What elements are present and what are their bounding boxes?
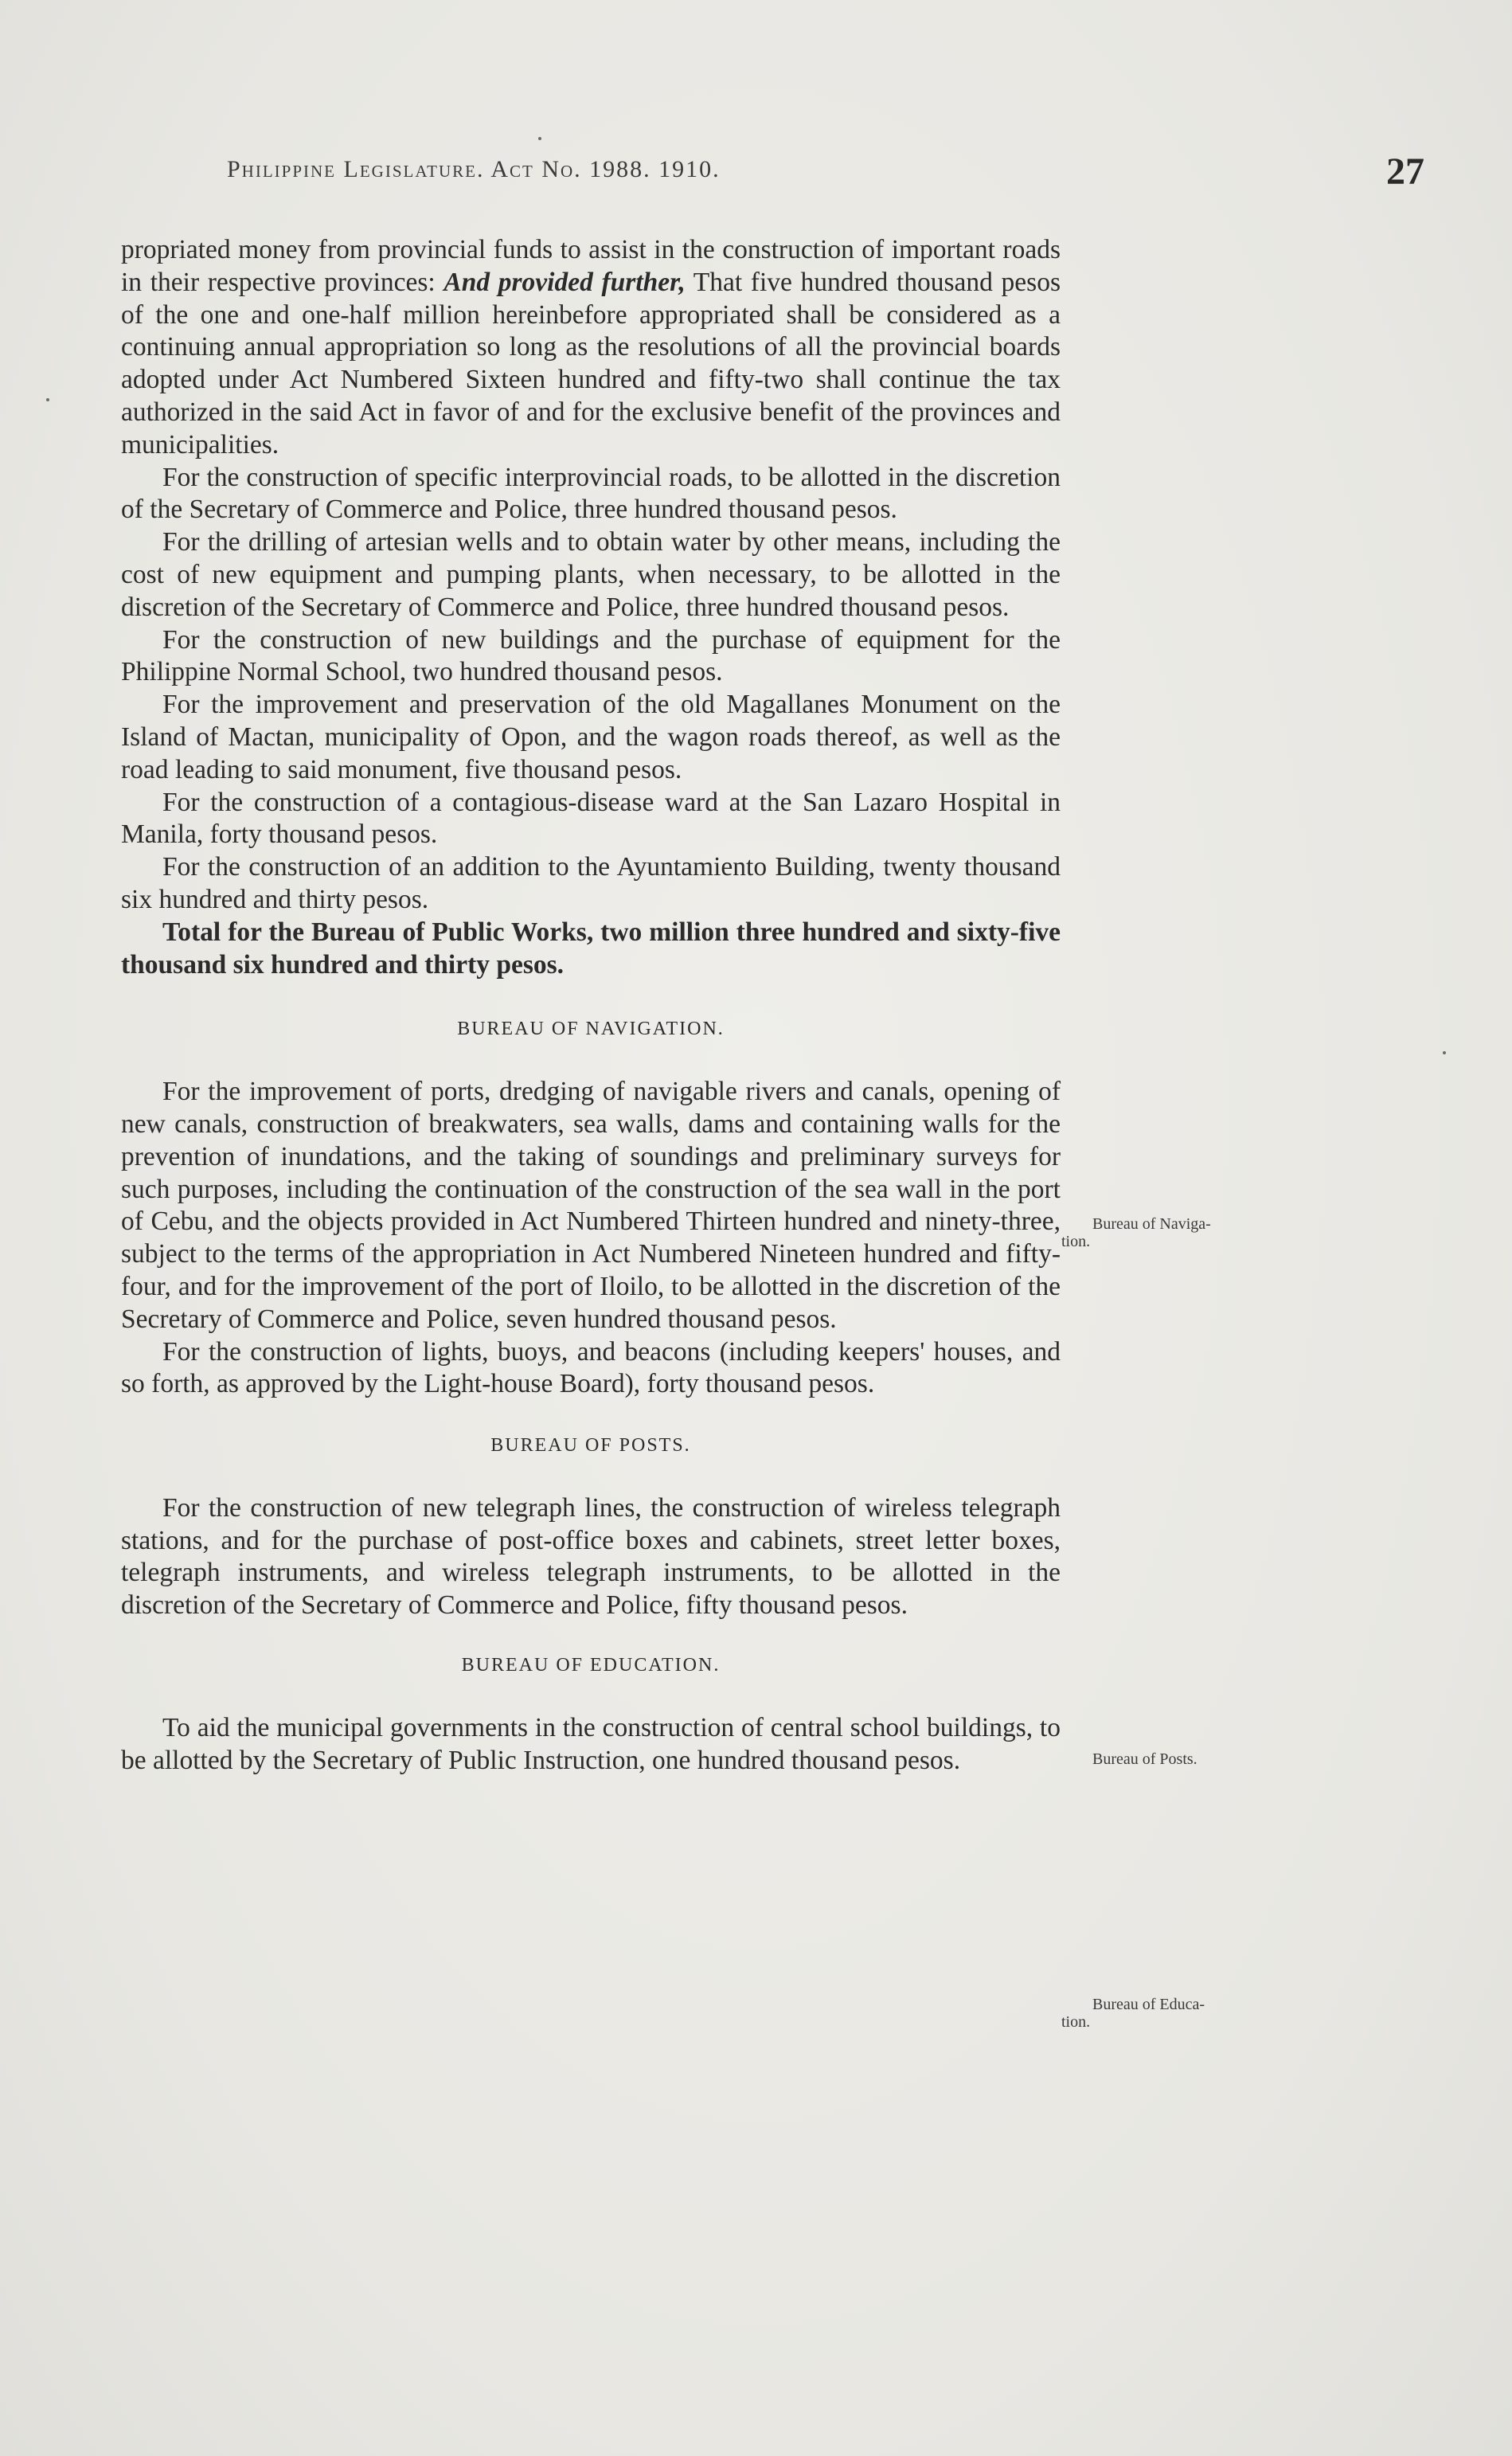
paragraph-text: That five hundred thousand pesos of the one and one-half million hereinbefore appropriated shall be considered as a continuing annual appropriation so long as the resolutions of all the provincial boards adopted under Act Numbered Sixteen hundred and fifty-two shall continue the tax authorized in the said Act in favor of and for the exclusive benefit of the provinces and municipalities. — [121, 267, 1061, 460]
paragraph-magallanes-monument: For the improvement and preservation of the old Magallanes Monument on the Island of Mactan, municipality of Opon, and the wagon roads thereof, as well as the road leading to said monument, five thousand pesos. — [121, 690, 1061, 784]
margin-note-line: tion. — [1061, 2013, 1091, 2031]
paragraph-school-buildings: To aid the municipal governments in the construction of central school buildings, to be allotted by the Secretary of Public Instruction, one hundred thousand pesos. — [121, 1712, 1061, 1775]
paragraph-appropriation-proviso — [121, 234, 1061, 462]
paragraph-normal-school: For the construction of new buildings and the purchase of equipment for the Philippine Normal School, two hundred thousand pesos. — [121, 624, 1061, 687]
paper-speck — [538, 137, 541, 140]
paper-speck — [46, 398, 49, 401]
section-heading-navigation: BUREAU OF NAVIGATION. — [457, 1019, 725, 1040]
paragraph-lights-buoys: For the construction of lights, buoys, and beacons (including keepers' houses, and so forth, as approved by the Light-house Board), forty thousand pesos. — [121, 1336, 1061, 1399]
body-text — [121, 234, 1061, 1777]
margin-note-education — [1061, 1996, 1308, 2031]
margin-note-line: tion. — [1061, 1233, 1091, 1250]
page-number: 27 — [1386, 151, 1424, 193]
section-heading-education: BUREAU OF EDUCATION. — [461, 1655, 721, 1676]
margin-note-line: Bureau of Naviga- — [1092, 1215, 1211, 1233]
paragraph-ayuntamiento-building: For the construction of an addition to the Ayuntamiento Building, twenty thousand six hundred and thirty pesos. — [121, 852, 1061, 914]
margin-note-line: Bureau of Educa- — [1092, 1996, 1205, 2013]
section-heading-posts: BUREAU OF POSTS. — [490, 1435, 691, 1457]
margin-note-navigation — [1061, 1215, 1308, 1250]
paragraph-artesian-wells: For the drilling of artesian wells and to obtain water by other means, including the cost of new equipment and pumping plants, when necessary, to be allotted in the discretion of the Secretary of Commerce and Police, three hundred thousand pesos. — [121, 527, 1061, 622]
paragraph-telegraph-lines: For the construction of new telegraph lines, the construction of wireless telegraph stations, and for the purchase of post-office boxes and cabinets, street letter boxes, telegraph instruments, and wireless telegraph instruments, to be allotted in the discretion of the Secretary of Commerce and Police, fifty thousand pesos. — [121, 1492, 1061, 1621]
paper-speck — [1443, 1051, 1446, 1054]
paragraph-text: propriated money from provincial funds to assist in the construction of important roads in their respective provinces: — [121, 235, 1061, 297]
paragraph-interprovincial-roads: For the construction of specific interprovincial roads, to be allotted in the discretion of the Secretary of Commerce and Police, three hundred thousand pesos. — [121, 462, 1061, 525]
paragraph-ports-improvement: For the improvement of ports, dredging of navigable rivers and canals, opening of new canals, construction of breakwaters, sea walls, dams and containing walls for the prevention of inundations, and the taking of soundings and preliminary surveys for such purposes, including the continuation of the construction of the sea wall in the port of Cebu, and the objects provided in Act Numbered Thirteen hundred and ninety-three, subject to the terms of the appropriation in Act Numbered Nineteen hundred and fifty-four, and for the improvement of the port of Iloilo, to be allotted in the discretion of the Secretary of Commerce and Police, seven hundred thousand pesos. — [121, 1077, 1061, 1334]
margin-note-posts: Bureau of Posts. — [1092, 1750, 1197, 1768]
proviso-phrase: And provided further, — [443, 267, 686, 297]
paragraph-san-lazaro-hospital: For the construction of a contagious-disease ward at the San Lazaro Hospital in Manila, forty thousand pesos. — [121, 787, 1061, 850]
running-head: Philippine Legislature. Act No. 1988. 1910. — [227, 156, 721, 182]
paragraph-public-works-total: Total for the Bureau of Public Works, two million three hundred and sixty-five thousand six hundred and thirty pesos. — [121, 917, 1061, 980]
